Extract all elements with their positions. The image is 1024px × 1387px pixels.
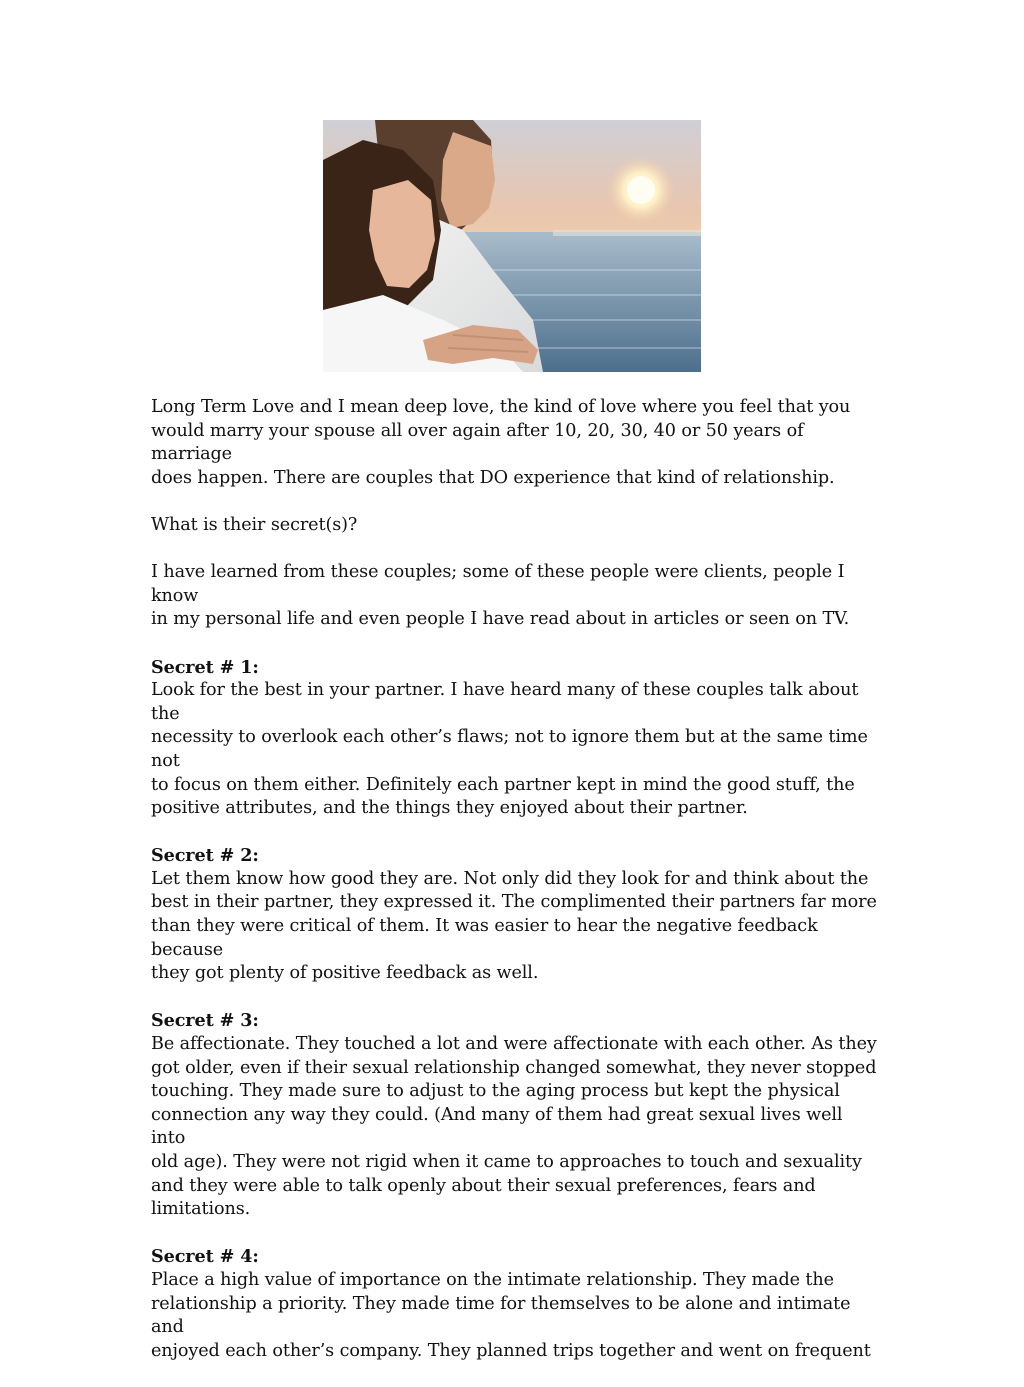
- secret-body: Be affectionate. They touched a lot and were affectionate with each other. As they got older, even if their sexual relationship changed somewhat, they never stopped touching. They made sure to adjust to the aging process but kept the physical connection any way they could. (And many of them had great sexual lives well into old age). They were not rigid when it came to approaches to touch and sexuality and they were able to talk openly about their sexual preferences, fears and limitations.: [151, 1034, 877, 1220]
- secret-section-3: [151, 1009, 881, 1221]
- intro-paragraph: Long Term Love and I mean deep love, the kind of love where you feel that you would marry your spouse all over again after 10, 20, 30, 40 or 50 years of marriage does happen. There are couples that DO experience that kind of relationship.: [151, 397, 851, 488]
- secret-section-2: [151, 844, 881, 986]
- secret-body: Place a high value of importance on the intimate relationship. They made the relationship a priority. They made time for themselves to be alone and intimate and enjoyed each other’s company. They planned trips together and went on frequent: [151, 1269, 871, 1361]
- secret-heading: Secret # 2:: [151, 845, 259, 867]
- couple-sunset-photo: [323, 120, 701, 372]
- secret-body: Let them know how good they are. Not only did they look for and think about the best in their partner, they expressed it. The complimented their partners far more than they were critical of them. It was easier to hear the negative feedback because they got plenty of positive feedback as well.: [151, 868, 877, 984]
- article-body: [151, 396, 881, 1387]
- secret-heading: Secret # 3:: [151, 1010, 259, 1032]
- secret-section-4: [151, 1245, 881, 1363]
- secret-body: Look for the best in your partner. I have heard many of these couples talk about the necessity to overlook each other’s flaws; not to ignore them but at the same time not to focus on them either. Definitely each partner kept in mind the good stuff, the positive attributes, and the things they enjoyed about their partner.: [151, 680, 868, 819]
- secret-heading: Secret # 4:: [151, 1246, 259, 1268]
- secret-section-1: [151, 656, 881, 821]
- question-paragraph: What is their secret(s)?: [151, 514, 358, 535]
- secret-heading: Secret # 1:: [151, 656, 259, 678]
- learned-paragraph: I have learned from these couples; some of these people were clients, people I know in my personal life and even people I have read about in articles or seen on TV.: [151, 562, 850, 630]
